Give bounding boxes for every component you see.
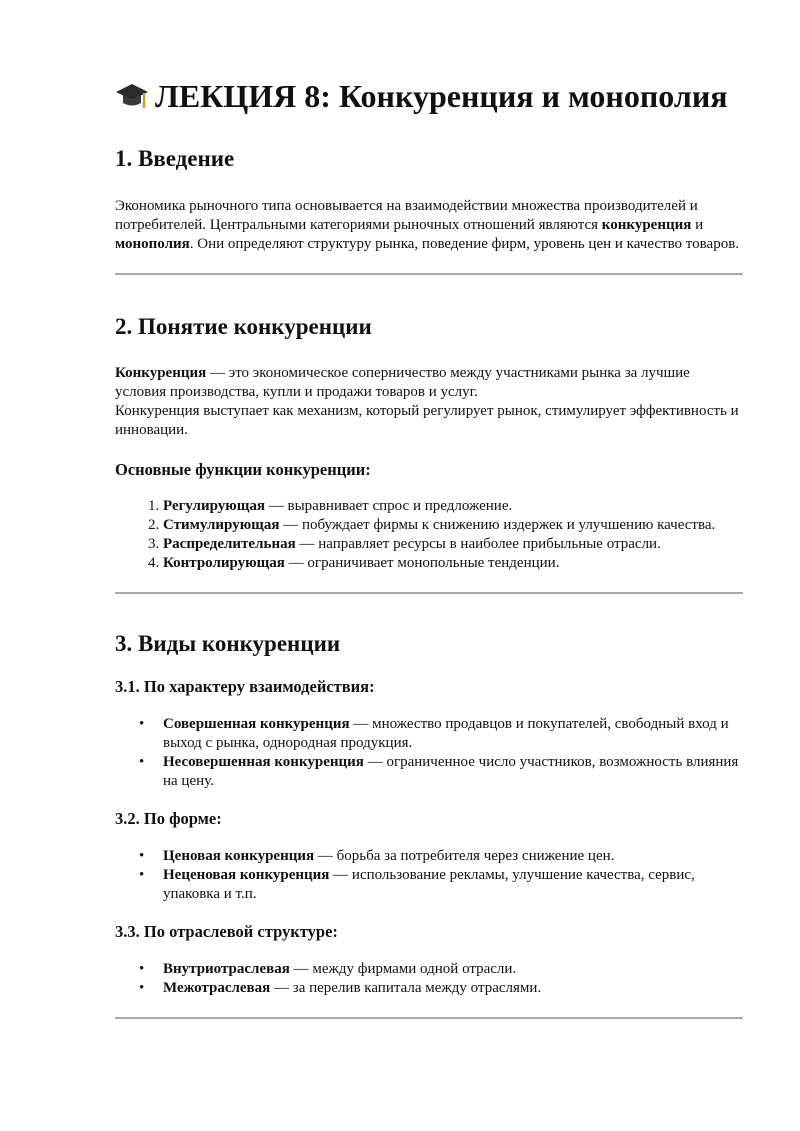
list-item [163,535,743,554]
section-heading-concept: 2. Понятие конкуренции [115,314,372,339]
list-item [163,497,743,516]
list-item [163,960,743,979]
list-item-text: — выравнивает спрос и предложение. [265,498,513,514]
intro-term-monopoly: монополия [115,236,190,252]
graduation-cap-icon [115,79,149,113]
section-divider [115,1017,743,1019]
list-item [163,847,743,866]
document-page [115,68,743,1019]
subsection-heading-interaction: 3.1. По характеру взаимодействия: [115,677,375,696]
list-item-term: Ценовая конкуренция [163,848,315,864]
list-item-term: Распределительная [163,536,296,552]
subsection-heading-form: 3.2. По форме: [115,809,222,828]
list-item-text: — за перелив капитала между отраслями. [270,980,542,996]
interaction-types-list [115,715,743,791]
list-item [163,753,743,791]
list-item-term: Стимулирующая [163,517,280,533]
page-title [115,68,743,124]
section-heading-types: 3. Виды конкуренции [115,631,341,656]
list-item [163,715,743,753]
list-item-term: Контролирующая [163,555,285,571]
section-heading-intro: 1. Введение [115,146,235,171]
functions-list [115,497,743,573]
intro-text-part: и [691,217,704,233]
concept-term: Конкуренция [115,365,207,381]
concept-paragraph: Конкуренция выступает как механизм, который регулирует рынок, стимулирует эффективность и инновации. [115,403,739,438]
page-title-text: ЛЕКЦИЯ 8: Конкуренция и монополия [155,78,728,114]
intro-text-part: . Они определяют структуру рынка, поведение фирм, уровень цен и качество товаров. [189,236,740,252]
functions-heading: Основные функции конкуренции: [115,460,371,479]
list-item-term: Межотраслевая [163,980,271,996]
intro-term-competition: конкуренция [601,217,692,233]
intro-text-part: Экономика рыночного типа основывается на взаимодействии множества производителей и потребителей. Центральными категориями рыночных отношений являются [115,198,698,233]
list-item-text: — ограниченное число участников, возможность влияния на цену. [163,754,739,789]
list-item-text: — побуждает фирмы к снижению издержек и улучшению качества. [279,517,716,533]
list-item [163,866,743,904]
form-types-list [115,847,743,904]
concept-definition [115,364,743,402]
list-item [163,554,743,573]
list-item-term: Регулирующая [163,498,266,514]
list-item-text: — множество продавцов и покупателей, свободный вход и выход с рынка, однородная продукция. [163,716,729,751]
list-item-term: Несовершенная конкуренция [163,754,364,770]
list-item [163,979,743,998]
list-item [163,516,743,535]
list-item-text: — борьба за потребителя через снижение цен. [314,848,615,864]
subsection-heading-structure: 3.3. По отраслевой структуре: [115,922,338,941]
list-item-text: — направляет ресурсы в наиболее прибыльные отрасли. [295,536,661,552]
list-item-term: Совершенная конкуренция [163,716,350,732]
list-item-text: — ограничивает монопольные тенденции. [284,555,560,571]
structure-types-list [115,960,743,998]
concept-definition-text: — это экономическое соперничество между участниками рынка за лучшие условия производства, купли и продажи товаров и услуг. [115,365,690,400]
list-item-text: — между фирмами одной отрасли. [289,961,517,977]
list-item-text: — использование рекламы, улучшение качества, сервис, упаковка и т.п. [163,867,695,902]
list-item-term: Внутриотраслевая [163,961,290,977]
intro-paragraph [115,197,743,254]
list-item-term: Неценовая конкуренция [163,867,330,883]
